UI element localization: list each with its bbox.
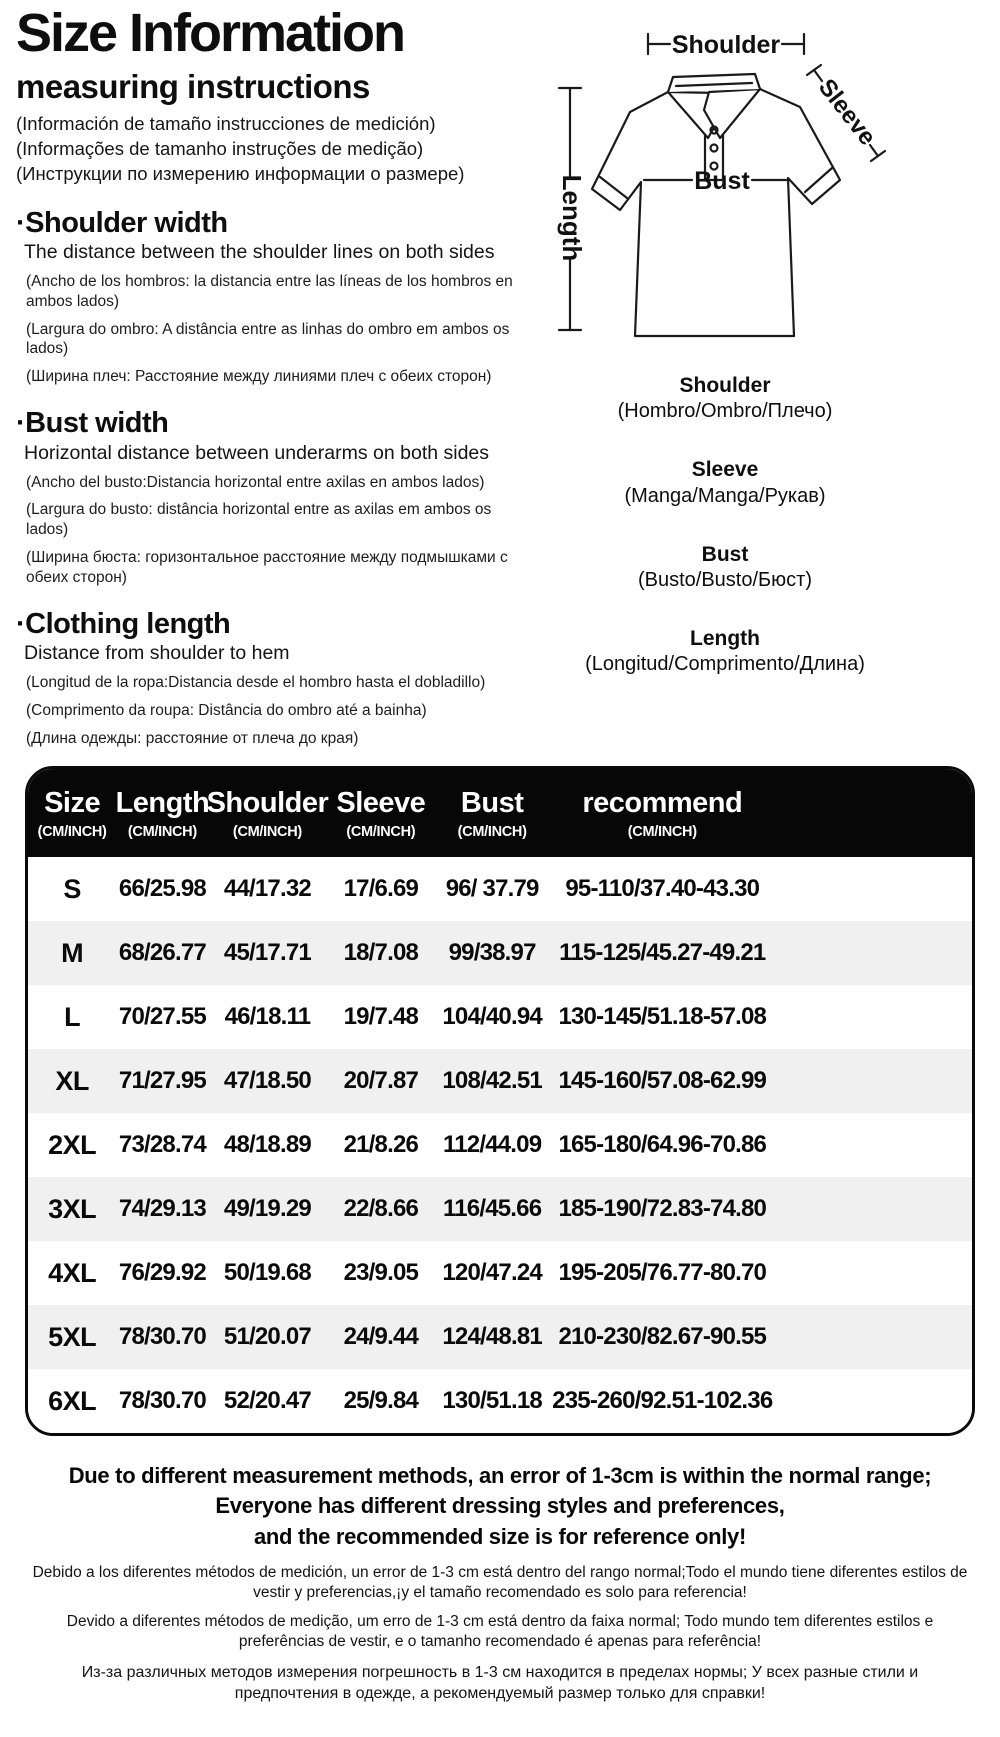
value-cell: 47/18.50 bbox=[223, 1067, 311, 1094]
section-clothing-length bbox=[16, 609, 541, 749]
section-translation-es: (Ancho de los hombros: la distancia entre las líneas de los hombros en ambos lados) bbox=[26, 272, 513, 310]
section-subtitle: Distance from shoulder to hem bbox=[24, 642, 290, 665]
size-cell: 2XL bbox=[48, 1129, 97, 1160]
value-cell: 25/9.84 bbox=[343, 1387, 419, 1414]
legend-item-length bbox=[545, 625, 905, 677]
value-cell: 210-230/82.67-90.55 bbox=[558, 1323, 767, 1350]
header-cell-shoulder bbox=[206, 769, 329, 857]
section-translation-ru: (Длина одежды: расстояние от плеча до края) bbox=[26, 729, 359, 747]
section-subtitle: The distance between the shoulder lines on both sides bbox=[24, 240, 495, 263]
column-unit: (CM/INCH) bbox=[127, 823, 197, 840]
value-cell: 130/51.18 bbox=[442, 1387, 542, 1414]
value-cell: 130-145/51.18-57.08 bbox=[558, 1003, 767, 1030]
value-cell: 165-180/64.96-70.86 bbox=[558, 1131, 767, 1158]
measurement-legend bbox=[545, 372, 905, 709]
footer-notice-en-line1: Due to different measurement methods, an error of 1-3cm is within the normal range; bbox=[68, 1463, 932, 1488]
polo-shirt-diagram bbox=[556, 8, 996, 361]
value-cell: 24/9.44 bbox=[343, 1323, 419, 1350]
column-unit: (CM/INCH) bbox=[37, 823, 107, 840]
value-cell: 70/27.55 bbox=[118, 1003, 206, 1030]
value-cell: 17/6.69 bbox=[343, 875, 419, 902]
table-row bbox=[28, 1049, 972, 1113]
polo-shirt-illustration bbox=[556, 8, 996, 356]
header-cell-bust bbox=[435, 769, 548, 857]
value-cell: 44/17.32 bbox=[223, 875, 311, 902]
legend-item-sleeve bbox=[545, 456, 905, 508]
value-cell: 76/29.92 bbox=[118, 1259, 206, 1286]
size-cell: 6XL bbox=[48, 1385, 97, 1416]
column-label: Size bbox=[44, 786, 101, 819]
value-cell: 51/20.07 bbox=[223, 1323, 311, 1350]
value-cell: 95-110/37.40-43.30 bbox=[565, 875, 760, 902]
column-label: Sleeve bbox=[336, 786, 426, 819]
value-cell: 124/48.81 bbox=[442, 1323, 542, 1350]
size-cell: S bbox=[63, 873, 81, 904]
subtitle-translation-es: (Información de tamaño instrucciones de medición) bbox=[16, 113, 436, 135]
section-bust-width bbox=[16, 408, 541, 588]
legend-translation: (Busto/Busto/Бюст) bbox=[637, 568, 812, 591]
value-cell: 46/18.11 bbox=[224, 1003, 311, 1030]
size-cell: M bbox=[61, 937, 84, 968]
value-cell: 78/30.70 bbox=[118, 1387, 206, 1414]
subtitle-translation-pt: (Informações de tamanho instruções de medição) bbox=[16, 138, 424, 160]
value-cell: 96/ 37.79 bbox=[445, 875, 539, 902]
footer-notice-en-line3: and the recommended size is for reference only! bbox=[253, 1523, 747, 1549]
table-row bbox=[28, 985, 972, 1049]
section-translation-pt: (Largura do ombro: A distância entre as linhas do ombro em ambos os lados) bbox=[26, 320, 510, 358]
value-cell: 71/27.95 bbox=[118, 1067, 206, 1094]
header-cell-sleeve bbox=[326, 769, 435, 857]
value-cell: 19/7.48 bbox=[343, 1003, 419, 1030]
value-cell: 120/47.24 bbox=[442, 1259, 542, 1286]
footer-notice-es: Debido a los diferentes métodos de medición, un error de 1-3 cm está dentro del rango normal;Todo el mundo tiene diferentes estilos de vestir y preferencias,¡y el tamaño recomendado es solo para referencia! bbox=[32, 1564, 968, 1602]
value-cell: 48/18.89 bbox=[223, 1131, 311, 1158]
legend-name: Sleeve bbox=[691, 458, 759, 482]
column-label: recommend bbox=[582, 786, 743, 819]
size-cell: L bbox=[64, 1001, 81, 1032]
legend-translation: (Manga/Manga/Рукав) bbox=[624, 484, 826, 507]
footer-notice-pt: Devido a diferentes métodos de medição, um erro de 1-3 cm está dentro da faixa normal; Todo mundo tem diferentes estilos e preferências de vestir, e o tamanho recomendado é apenas para referência! bbox=[66, 1613, 934, 1651]
value-cell: 45/17.71 bbox=[223, 939, 311, 966]
table-row bbox=[28, 1369, 972, 1433]
value-cell: 235-260/92.51-102.36 bbox=[552, 1387, 773, 1414]
section-title: ·Bust width bbox=[16, 407, 169, 440]
value-cell: 73/28.74 bbox=[118, 1131, 206, 1158]
value-cell: 104/40.94 bbox=[442, 1003, 542, 1030]
diagram-shoulder-label: Shoulder bbox=[671, 31, 781, 59]
section-shoulder-width bbox=[16, 208, 541, 388]
value-cell: 23/9.05 bbox=[343, 1259, 419, 1286]
legend-translation: (Longitud/Comprimento/Длина) bbox=[585, 653, 865, 676]
section-translation-pt: (Comprimento da roupa: Distância do ombro até a bainha) bbox=[26, 701, 427, 719]
page-title: Size Information bbox=[16, 3, 405, 63]
value-cell: 49/19.29 bbox=[223, 1195, 311, 1222]
value-cell: 66/25.98 bbox=[118, 875, 206, 902]
header-cell-size bbox=[28, 769, 116, 857]
value-cell: 115-125/45.27-49.21 bbox=[559, 939, 766, 966]
table-row bbox=[28, 1113, 972, 1177]
table-row bbox=[28, 921, 972, 985]
section-translation-ru: (Ширина бюста: горизонтальное расстояние между подмышками с обеих сторон) bbox=[26, 549, 508, 586]
legend-translation: (Hombro/Ombro/Плечо) bbox=[617, 400, 833, 423]
page-subtitle: measuring instructions bbox=[16, 68, 370, 106]
value-cell: 145-160/57.08-62.99 bbox=[558, 1067, 767, 1094]
section-translation-es: (Ancho del busto:Distancia horizontal entre axilas en ambos lados) bbox=[26, 473, 485, 491]
size-table-body bbox=[28, 857, 972, 1433]
section-title: ·Shoulder width bbox=[16, 206, 228, 239]
diagram-length-label: Length bbox=[557, 174, 588, 262]
value-cell: 185-190/72.83-74.80 bbox=[558, 1195, 767, 1222]
value-cell: 99/38.97 bbox=[448, 939, 536, 966]
legend-name: Bust bbox=[701, 542, 749, 566]
section-translation-pt: (Largura do busto: distância horizontal entre as axilas em ambos os lados) bbox=[26, 501, 492, 539]
diagram-sleeve-label: Sleeve bbox=[812, 74, 881, 151]
value-cell: 22/8.66 bbox=[343, 1195, 419, 1222]
legend-name: Shoulder bbox=[679, 374, 771, 397]
size-cell: 3XL bbox=[48, 1193, 97, 1224]
value-cell: 68/26.77 bbox=[118, 939, 206, 966]
column-label: Bust bbox=[460, 786, 524, 819]
legend-item-bust bbox=[545, 541, 905, 593]
diagram-bust-label: Bust bbox=[694, 167, 750, 195]
section-subtitle: Horizontal distance between underarms on both sides bbox=[24, 441, 490, 464]
value-cell: 52/20.47 bbox=[223, 1387, 311, 1414]
column-unit: (CM/INCH) bbox=[457, 823, 527, 840]
size-cell: XL bbox=[55, 1065, 89, 1096]
intro-block bbox=[16, 3, 541, 749]
column-label: Length bbox=[115, 786, 210, 819]
table-row bbox=[28, 1305, 972, 1369]
value-cell: 108/42.51 bbox=[442, 1067, 542, 1094]
section-title: ·Clothing length bbox=[16, 607, 231, 640]
column-unit: (CM/INCH) bbox=[232, 823, 302, 840]
legend-name: Length bbox=[690, 626, 760, 650]
footer-notice-ru: Из-за различных методов измерения погрешность в 1-3 см находится в пределах нормы; У всех разные стили и предпочтения в одежде, а рекомендуемый размер только для справки! bbox=[81, 1664, 919, 1702]
size-table bbox=[25, 766, 975, 1436]
size-table-header bbox=[28, 769, 972, 857]
column-unit: (CM/INCH) bbox=[627, 823, 697, 840]
footer-notice-en-line2: Everyone has different dressing styles and preferences, bbox=[215, 1493, 785, 1519]
column-unit: (CM/INCH) bbox=[346, 823, 416, 840]
value-cell: 74/29.13 bbox=[118, 1195, 206, 1222]
value-cell: 112/44.09 bbox=[443, 1131, 542, 1158]
value-cell: 18/7.08 bbox=[343, 939, 419, 966]
footer-notice-en bbox=[0, 1461, 1000, 1552]
value-cell: 78/30.70 bbox=[118, 1323, 206, 1350]
size-cell: 4XL bbox=[48, 1257, 97, 1288]
section-translation-ru: (Ширина плеч: Расстояние между линиями плеч с обеих сторон) bbox=[26, 368, 492, 386]
subtitle-translation-ru: (Инструкции по измерению информации о размере) bbox=[16, 163, 465, 185]
table-row bbox=[28, 1241, 972, 1305]
size-cell: 5XL bbox=[48, 1321, 97, 1352]
value-cell: 20/7.87 bbox=[343, 1067, 419, 1094]
value-cell: 116/45.66 bbox=[443, 1195, 542, 1222]
header-cell-length bbox=[116, 769, 208, 857]
legend-item-shoulder bbox=[545, 372, 905, 424]
value-cell: 50/19.68 bbox=[223, 1259, 311, 1286]
value-cell: 195-205/76.77-80.70 bbox=[558, 1259, 767, 1286]
table-row bbox=[28, 857, 972, 921]
table-row bbox=[28, 1177, 972, 1241]
column-label: Shoulder bbox=[206, 786, 329, 819]
value-cell: 21/8.26 bbox=[343, 1131, 419, 1158]
section-translation-es: (Longitud de la ropa:Distancia desde el hombro hasta el dobladillo) bbox=[26, 674, 486, 692]
header-cell-recommend bbox=[549, 769, 776, 857]
